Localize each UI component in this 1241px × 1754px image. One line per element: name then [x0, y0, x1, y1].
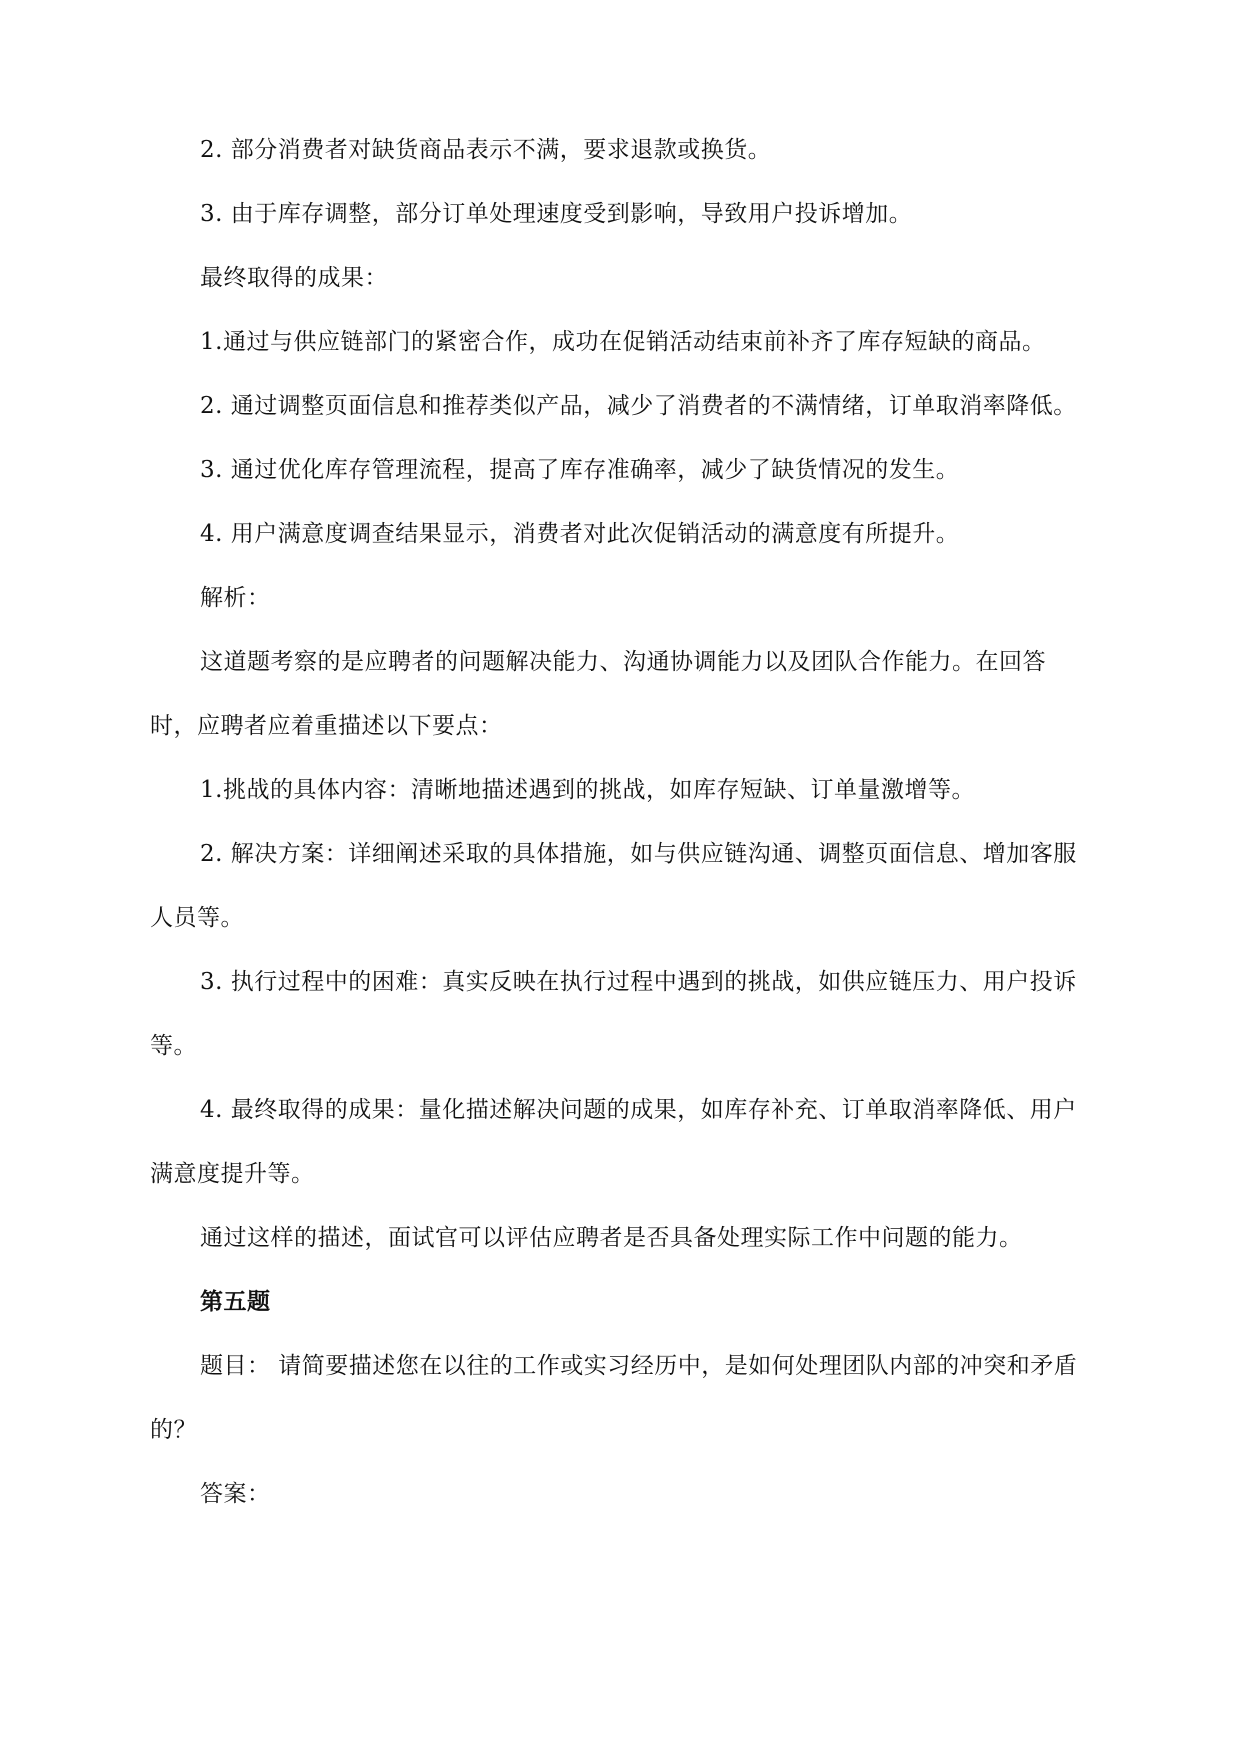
paragraph: 3. 由于库存调整，部分订单处理速度受到影响，导致用户投诉增加。 — [200, 201, 913, 227]
paragraph: 通过这样的描述，面试官可以评估应聘者是否具备处理实际工作中问题的能力。 — [200, 1225, 1023, 1251]
paragraph: 4. 用户满意度调查结果显示，消费者对此次促销活动的满意度有所提升。 — [200, 521, 960, 547]
paragraph: 3. 执行过程中的困难：真实反映在执行过程中遇到的挑战，如供应链压力、用户投诉等。 — [150, 969, 1077, 1059]
paragraph: 这道题考察的是应聘者的问题解决能力、沟通协调能力以及团队合作能力。在回答时，应聘者应着重描述以下要点： — [150, 649, 1046, 739]
paragraph: 1.挑战的具体内容：清晰地描述遇到的挑战，如库存短缺、订单量激增等。 — [200, 777, 975, 803]
section-heading: 第五题 — [200, 1289, 271, 1315]
paragraph: 最终取得的成果： — [200, 265, 388, 291]
paragraph: 2. 解决方案：详细阐述采取的具体措施，如与供应链沟通、调整页面信息、增加客服人员等。 — [150, 841, 1077, 931]
paragraph: 2. 通过调整页面信息和推荐类似产品，减少了消费者的不满情绪，订单取消率降低。 — [200, 393, 1077, 419]
question-paragraph: 题目： 请简要描述您在以往的工作或实习经历中，是如何处理团队内部的冲突和矛盾的？ — [150, 1353, 1078, 1443]
paragraph: 1.通过与供应链部门的紧密合作，成功在促销活动结束前补齐了库存短缺的商品。 — [200, 329, 1046, 355]
paragraph: 3. 通过优化库存管理流程，提高了库存准确率，减少了缺货情况的发生。 — [200, 457, 960, 483]
paragraph: 解析： — [200, 585, 271, 611]
paragraph: 4. 最终取得的成果：量化描述解决问题的成果，如库存补充、订单取消率降低、用户满意度提升等。 — [150, 1097, 1077, 1187]
paragraph: 2. 部分消费者对缺货商品表示不满，要求退款或换货。 — [200, 137, 772, 163]
answer-label: 答案： — [200, 1481, 271, 1507]
